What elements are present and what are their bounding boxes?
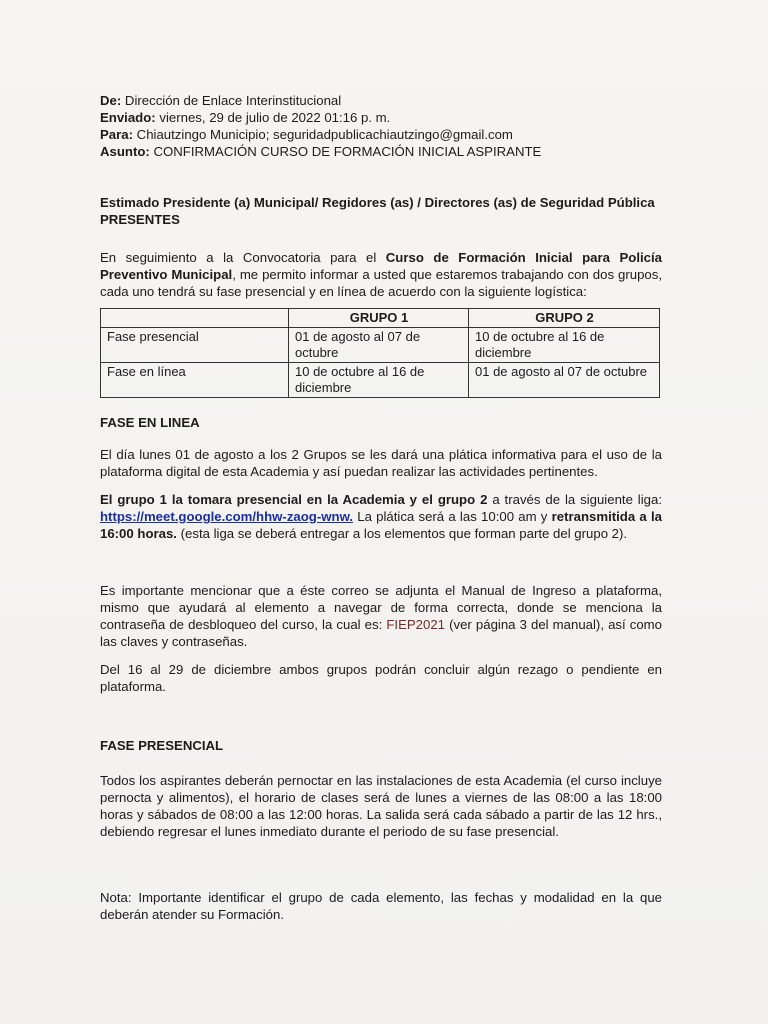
table-cell: Fase presencial	[101, 328, 289, 363]
table-header-cell: GRUPO 2	[469, 309, 660, 328]
unlock-password: FIEP2021	[386, 617, 446, 632]
table-row	[101, 328, 660, 363]
meet-link[interactable]: https://meet.google.com/hhw-zaog-wnw.	[100, 509, 353, 524]
subject-line: Asunto: CONFIRMACIÓN CURSO DE FORMACIÓN INICIAL ASPIRANTE	[100, 144, 542, 159]
schedule-table	[100, 308, 660, 398]
to-line: Para: Chiautzingo Municipio; seguridadpublicachiautzingo@gmail.com	[100, 127, 513, 142]
table-header-cell	[101, 309, 289, 328]
table-cell: 10 de octubre al 16 de diciembre	[469, 328, 660, 363]
sent-line: Enviado: viernes, 29 de julio de 2022 01:16 p. m.	[100, 110, 391, 125]
table-cell: 01 de agosto al 07 de octubre	[469, 363, 660, 398]
online-paragraph-2: El grupo 1 la tomara presencial en la Academia y el grupo 2 a través de la siguiente liga: https://meet.google.com/hhw-zaog-wnw. La plática será a las 10:00 am y retransmitida a la 16:00 horas. (esta liga se deberá entregar a los elementos que forman parte del grupo 2).	[100, 492, 662, 541]
online-paragraph-3: Es importante mencionar que a éste correo se adjunta el Manual de Ingreso a plataforma, mismo que ayudará al elemento a navegar de forma correcta, donde se menciona la contraseña de desbloqueo del curso, la cual es: FIEP2021 (ver página 3 del manual), así como las claves y contraseñas.	[100, 583, 663, 649]
online-paragraph-4: Del 16 al 29 de diciembre ambos grupos podrán concluir algún rezago o pendiente en plataforma.	[100, 662, 662, 694]
note-paragraph: Nota: Importante identificar el grupo de cada elemento, las fechas y modalidad en la que deberán atender su Formación.	[100, 890, 662, 922]
table-row	[101, 363, 660, 398]
online-paragraph-1: El día lunes 01 de agosto a los 2 Grupos se les dará una plática informativa para el uso de la plataforma digital de esta Academia y así puedan realizar las actividades pertinentes.	[100, 447, 662, 479]
email-header	[100, 92, 662, 160]
greeting-presentes: PRESENTES	[100, 212, 180, 227]
in-person-paragraph: Todos los aspirantes deberán pernoctar en las instalaciones de esta Academia (el curso incluye pernocta y alimentos), el horario de clases será de lunes a viernes de las 08:00 a las 18:00 horas y sábados de 08:00 a las 12:00 horas. La salida será cada sábado a partir de las 12 hrs., debiendo regresar el lunes inmediato durante el periodo de su fase presencial.	[100, 773, 662, 839]
table-header-cell: GRUPO 1	[289, 309, 469, 328]
from-line: De: Dirección de Enlace Interinstitucional	[100, 93, 342, 108]
letter-body	[100, 92, 662, 923]
table-header-row	[101, 309, 660, 328]
table-cell: 10 de octubre al 16 de diciembre	[289, 363, 469, 398]
section-title-in-person: FASE PRESENCIAL	[100, 738, 224, 753]
greeting	[100, 194, 662, 228]
greeting-line: Estimado Presidente (a) Municipal/ Regidores (as) / Directores (as) de Seguridad Pública	[100, 195, 655, 210]
table-cell: Fase en línea	[101, 363, 289, 398]
table-cell: 01 de agosto al 07 de octubre	[289, 328, 469, 363]
intro-paragraph: En seguimiento a la Convocatoria para el Curso de Formación Inicial para Policía Preventivo Municipal, me permito informar a usted que estaremos trabajando con dos grupos, cada uno tendrá su fase presencial y en línea de acuerdo con la siguiente logística:	[100, 250, 662, 299]
section-title-online: FASE EN LINEA	[100, 415, 200, 430]
